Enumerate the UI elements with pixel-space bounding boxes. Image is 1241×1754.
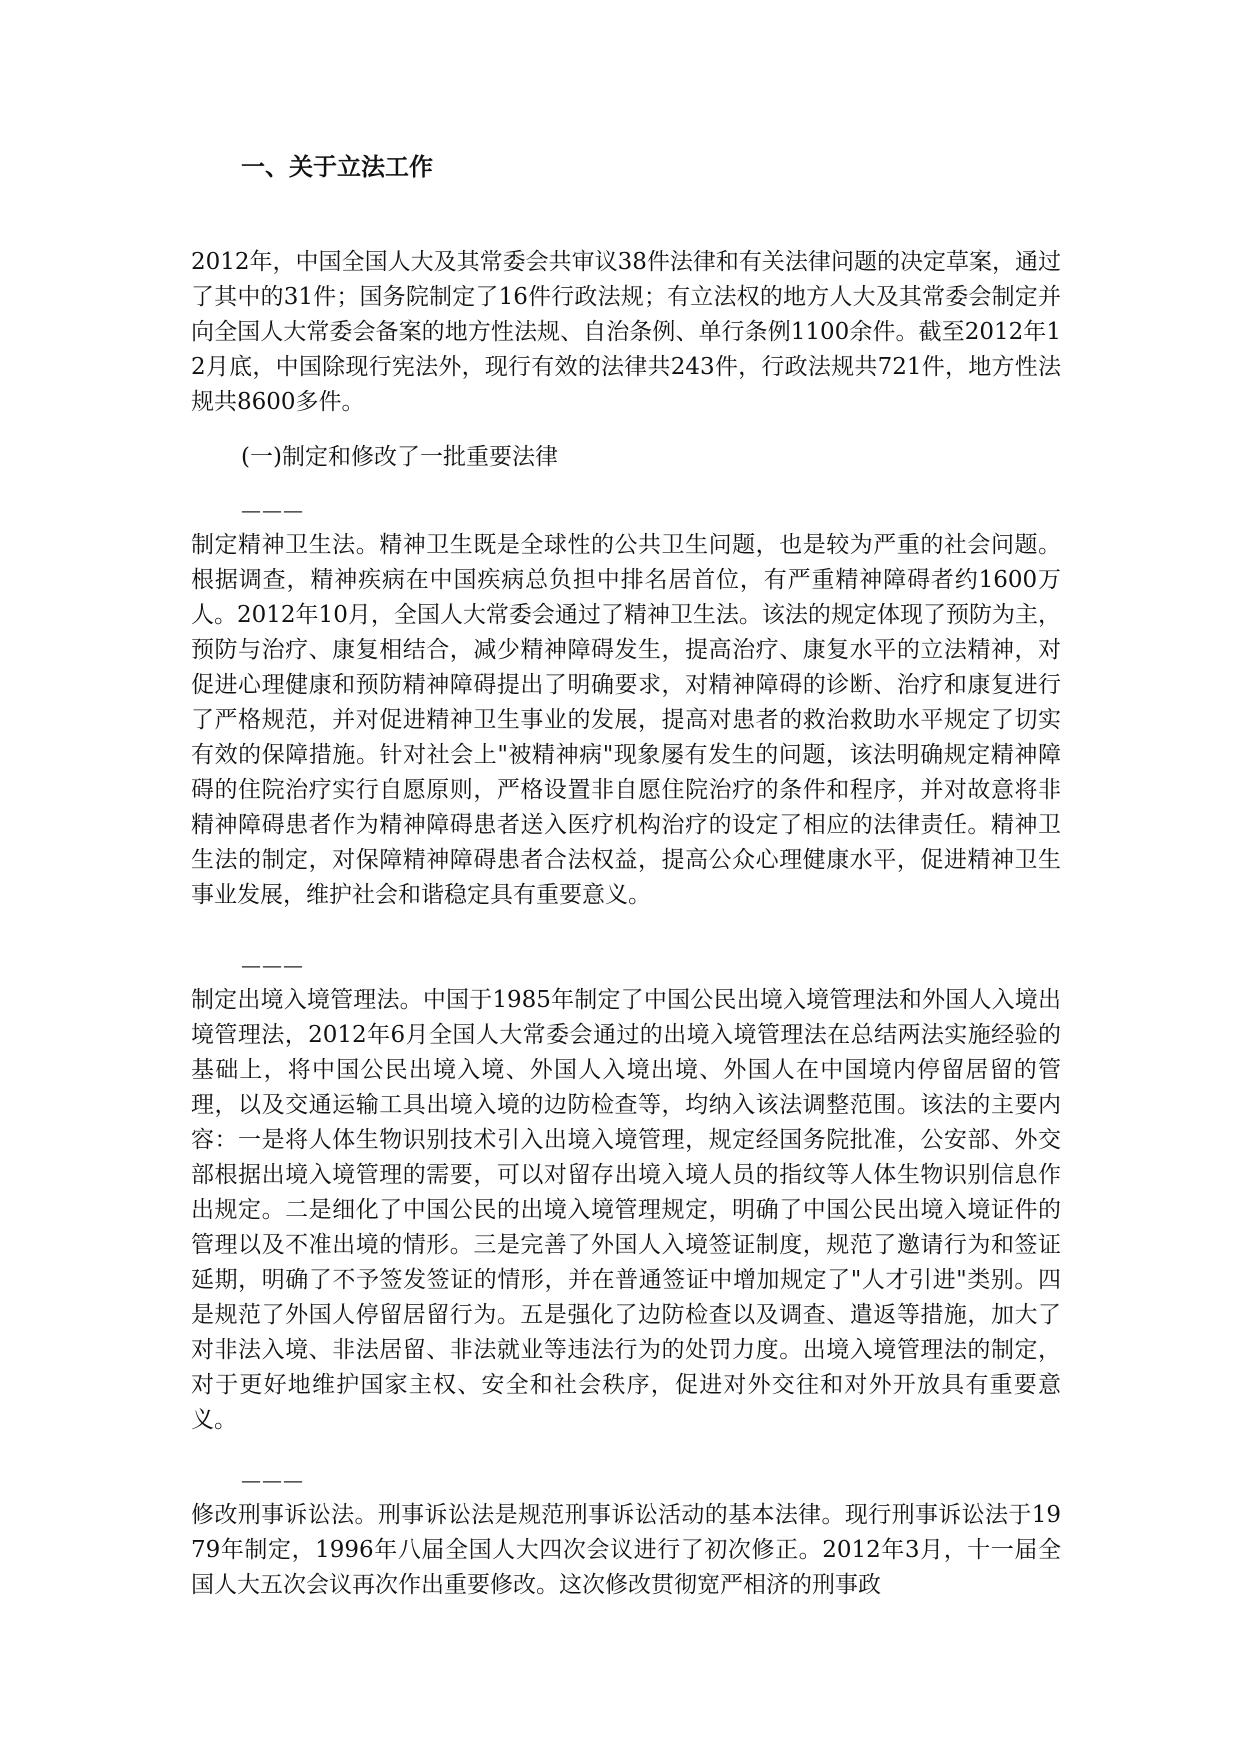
- sub-heading-laws: (一)制定和修改了一批重要法律: [241, 444, 558, 470]
- section-heading: 一、关于立法工作: [241, 152, 433, 181]
- dash-marker: ———: [241, 498, 304, 522]
- paragraph-legislation-summary: 2012年，中国全国人大及其常委会共审议38件法律和有关法律问题的决定草案，通过了其中的31件；国务院制定了16件行政法规；有立法权的地方人大及其常委会制定并向全国人大常委会备案的地方性法规、自治条例、单行条例1100余件。截至2012年12月底，中国除现行宪法外，现行有效的法律共243件，行政法规共721件，地方性法规共8600多件。: [191, 249, 1061, 415]
- paragraph-exit-entry-law: 制定出境入境管理法。中国于1985年制定了中国公民出境入境管理法和外国人入境出境管理法，2012年6月全国人大常委会通过的出境入境管理法在总结两法实施经验的基础上，将中国公民出境入境、外国人入境出境、外国人在中国境内停留居留的管理，以及交通运输工具出境入境的边防检查等，均纳入该法调整范围。该法的主要内容：一是将人体生物识别技术引入出境入境管理，规定经国务院批准，公安部、外交部根据出境入境管理的需要，可以对留存出境入境人员的指纹等人体生物识别信息作出规定。二是细化了中国公民的出境入境管理规定，明确了中国公民出境入境证件的管理以及不准出境的情形。三是完善了外国人入境签证制度，规范了邀请行为和签证延期，明确了不予签发签证的情形，并在普通签证中增加规定了"人才引进"类别。四是规范了外国人停留居留行为。五是强化了边防检查以及调查、遣返等措施，加大了对非法入境、非法居留、非法就业等违法行为的处罚力度。出境入境管理法的制定，对于更好地维护国家主权、安全和社会秩序，促进对外交往和对外开放具有重要意义。: [191, 987, 1061, 1433]
- dash-marker: ———: [241, 1468, 304, 1492]
- paragraph-criminal-procedure-law: 修改刑事诉讼法。刑事诉讼法是规范刑事诉讼活动的基本法律。现行刑事诉讼法于1979年制定，1996年八届全国人大四次会议进行了初次修正。2012年3月，十一届全国人大五次会议再次作出重要修改。这次修改贯彻宽严相济的刑事政: [191, 1502, 1061, 1598]
- paragraph-mental-health-law: 制定精神卫生法。精神卫生既是全球性的公共卫生问题，也是较为严重的社会问题。根据调查，精神疾病在中国疾病总负担中排名居首位，有严重精神障碍者约1600万人。2012年10月，全国人大常委会通过了精神卫生法。该法的规定体现了预防为主，预防与治疗、康复相结合，减少精神障碍发生，提高治疗、康复水平的立法精神，对促进心理健康和预防精神障碍提出了明确要求，对精神障碍的诊断、治疗和康复进行了严格规范，并对促进精神卫生事业的发展，提高对患者的救治救助水平规定了切实有效的保障措施。针对社会上"被精神病"现象屡有发生的问题，该法明确规定精神障碍的住院治疗实行自愿原则，严格设置非自愿住院治疗的条件和程序，并对故意将非精神障碍患者作为精神障碍患者送入医疗机构治疗的设定了相应的法律责任。精神卫生法的制定，对保障精神障碍患者合法权益，提高公众心理健康水平，促进精神卫生事业发展，维护社会和谐稳定具有重要意义。: [191, 532, 1061, 908]
- dash-marker: ———: [241, 953, 304, 977]
